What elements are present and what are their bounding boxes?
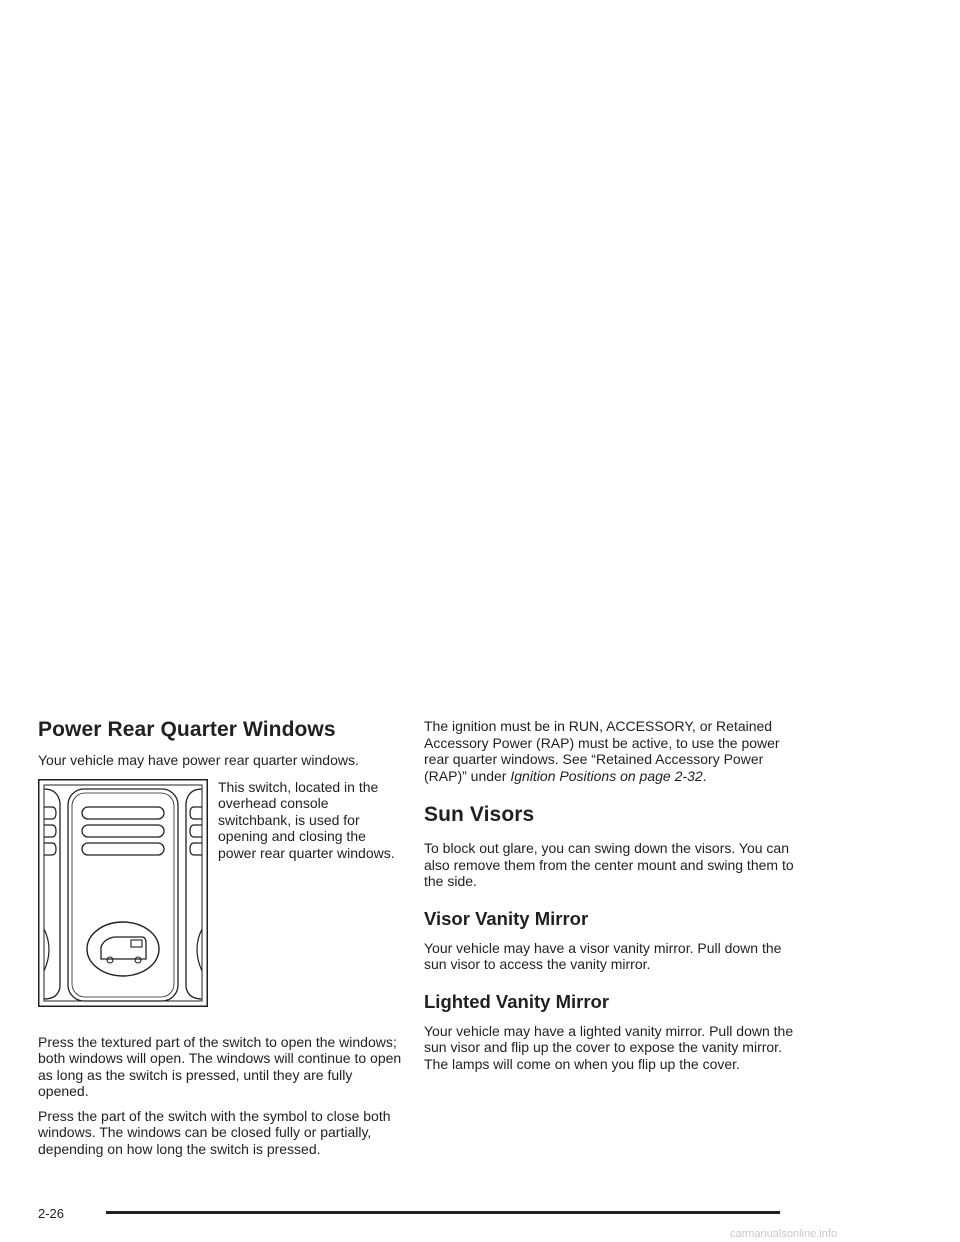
footer-rule: [106, 1211, 780, 1214]
switch-figure-block: [38, 779, 402, 1034]
watermark-text: carmanualsonline.info: [730, 1228, 838, 1240]
ignition-text: [424, 718, 794, 784]
figure-caption: This switch, located in the overhead console switchbank, is used for opening and closing the power rear quarter windows.: [218, 778, 395, 861]
power-rear-quarter-windows-heading: Power Rear Quarter Windows: [38, 718, 336, 741]
sun-visors-text: To block out glare, you can swing down the visors. You can also remove them from the center mount and swing them to the side.: [424, 840, 794, 889]
intro-text: Your vehicle may have power rear quarter windows.: [38, 752, 359, 768]
lighted-vanity-mirror-heading: Lighted Vanity Mirror: [424, 990, 610, 1012]
ignition-text-start: The ignition must be in RUN, ACCESSORY, or Retained Accessory Power (RAP) must be active, to use the power rear quarter windows. See “Retained Accessory Power (RAP)” under: [424, 718, 780, 784]
visor-vanity-mirror-text: Your vehicle may have a visor vanity mirror. Pull down the sun visor to access the vanity mirror.: [424, 939, 782, 972]
right-column: [424, 718, 794, 1080]
ignition-positions-reference: Ignition Positions on page 2-32: [510, 767, 703, 784]
close-windows-text: Press the part of the switch with the symbol to close both windows. The windows can be closed fully or partially, depending on how long the switch is pressed.: [38, 1107, 391, 1157]
ignition-text-end: .: [702, 767, 707, 784]
visor-vanity-mirror-heading: Visor Vanity Mirror: [424, 907, 589, 929]
page-number: 2-26: [38, 1206, 65, 1221]
left-column: [38, 718, 402, 1165]
window-switch-illustration: [38, 779, 208, 1007]
sun-visors-heading: Sun Visors: [424, 803, 535, 826]
open-windows-text: Press the textured part of the switch to open the windows; both windows will open. The windows will continue to open as long as the switch is pressed, until they are fully opened.: [38, 1033, 402, 1099]
lighted-vanity-mirror-text: Your vehicle may have a lighted vanity mirror. Pull down the sun visor and flip up the cover to expose the vanity mirror. The lamps will come on when you flip up the cover.: [424, 1022, 794, 1072]
